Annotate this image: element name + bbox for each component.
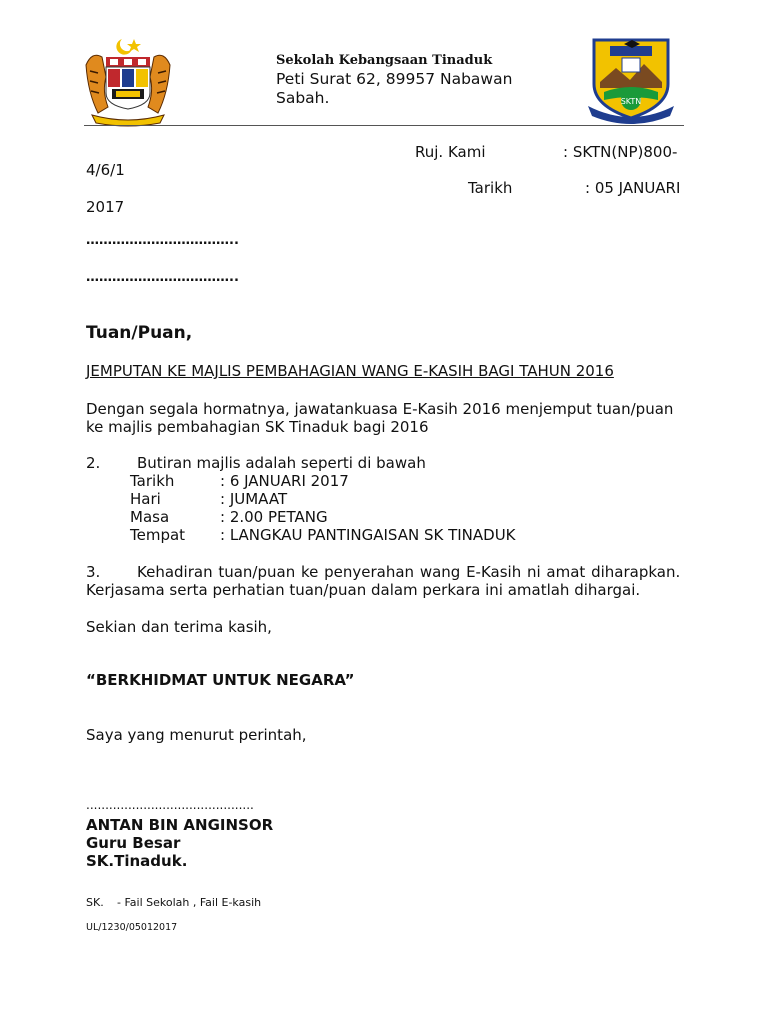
school-logo <box>580 36 682 136</box>
detail-value-tarikh: : 6 JANUARI 2017 <box>220 472 349 490</box>
logo-text: SKTN <box>620 97 642 106</box>
address-line-2: Sabah. <box>276 89 330 107</box>
detail-value-tempat: : LANGKAU PANTINGAISAN SK TINADUK <box>220 526 516 544</box>
signatory-school: SK.Tinaduk. <box>86 852 188 870</box>
motto: “BERKHIDMAT UNTUK NEGARA” <box>86 671 355 689</box>
para1-line1: Dengan segala hormatnya, jawatankuasa E-Kasih 2016 menjemput tuan/puan <box>86 400 674 418</box>
tarikh-value-wrap: 2017 <box>86 198 125 216</box>
signatory-name: ANTAN BIN ANGINSOR <box>86 816 274 834</box>
ruj-label: Ruj. Kami <box>415 143 486 161</box>
header-rule <box>84 125 684 126</box>
recipient-line-1: …………………………….. <box>86 233 239 248</box>
para3-line2: Kerjasama serta perhatian tuan/puan dalam perkara ini amatlah dihargai. <box>86 581 641 599</box>
signature-line: ............................................ <box>86 798 254 812</box>
detail-label-tarikh: Tarikh <box>130 472 175 490</box>
closing-text: Sekian dan terima kasih, <box>86 618 272 636</box>
para2-number: 2. <box>86 454 101 472</box>
address-line-1: Peti Surat 62, 89957 Nabawan <box>276 70 513 88</box>
para3-number: 3. <box>86 563 101 581</box>
salutation: Tuan/Puan, <box>86 323 193 343</box>
detail-value-masa: : 2.00 PETANG <box>220 508 328 526</box>
school-name: Sekolah Kebangsaan Tinaduk <box>276 53 493 68</box>
tarikh-value: : 05 JANUARI <box>585 179 681 197</box>
recipient-line-2: …………………………….. <box>86 270 239 285</box>
para1-line2: ke majlis pembahagian SK Tinaduk bagi 2016 <box>86 418 429 436</box>
subject-heading: JEMPUTAN KE MAJLIS PEMBAHAGIAN WANG E-KASIH BAGI TAHUN 2016 <box>86 362 614 380</box>
detail-label-hari: Hari <box>130 490 161 508</box>
detail-label-masa: Masa <box>130 508 170 526</box>
detail-value-hari: : JUMAAT <box>220 490 288 508</box>
cc-text: - Fail Sekolah , Fail E-kasih <box>117 896 262 909</box>
para2-text: Butiran majlis adalah seperti di bawah <box>137 454 426 472</box>
coat-of-arms-logo <box>82 35 174 131</box>
signatory-title: Guru Besar <box>86 834 181 852</box>
tarikh-label: Tarikh <box>468 179 513 197</box>
cc-label: SK. <box>86 896 104 909</box>
yang-menurut-perintah: Saya yang menurut perintah, <box>86 726 307 744</box>
ruj-value-wrap: 4/6/1 <box>86 161 125 179</box>
detail-label-tempat: Tempat <box>130 526 186 544</box>
footer-reference: UL/1230/05012017 <box>86 922 178 933</box>
para3-line1: Kehadiran tuan/puan ke penyerahan wang E-Kasih ni amat diharapkan. <box>137 563 681 581</box>
ruj-value: : SKTN(NP)800- <box>563 143 678 161</box>
